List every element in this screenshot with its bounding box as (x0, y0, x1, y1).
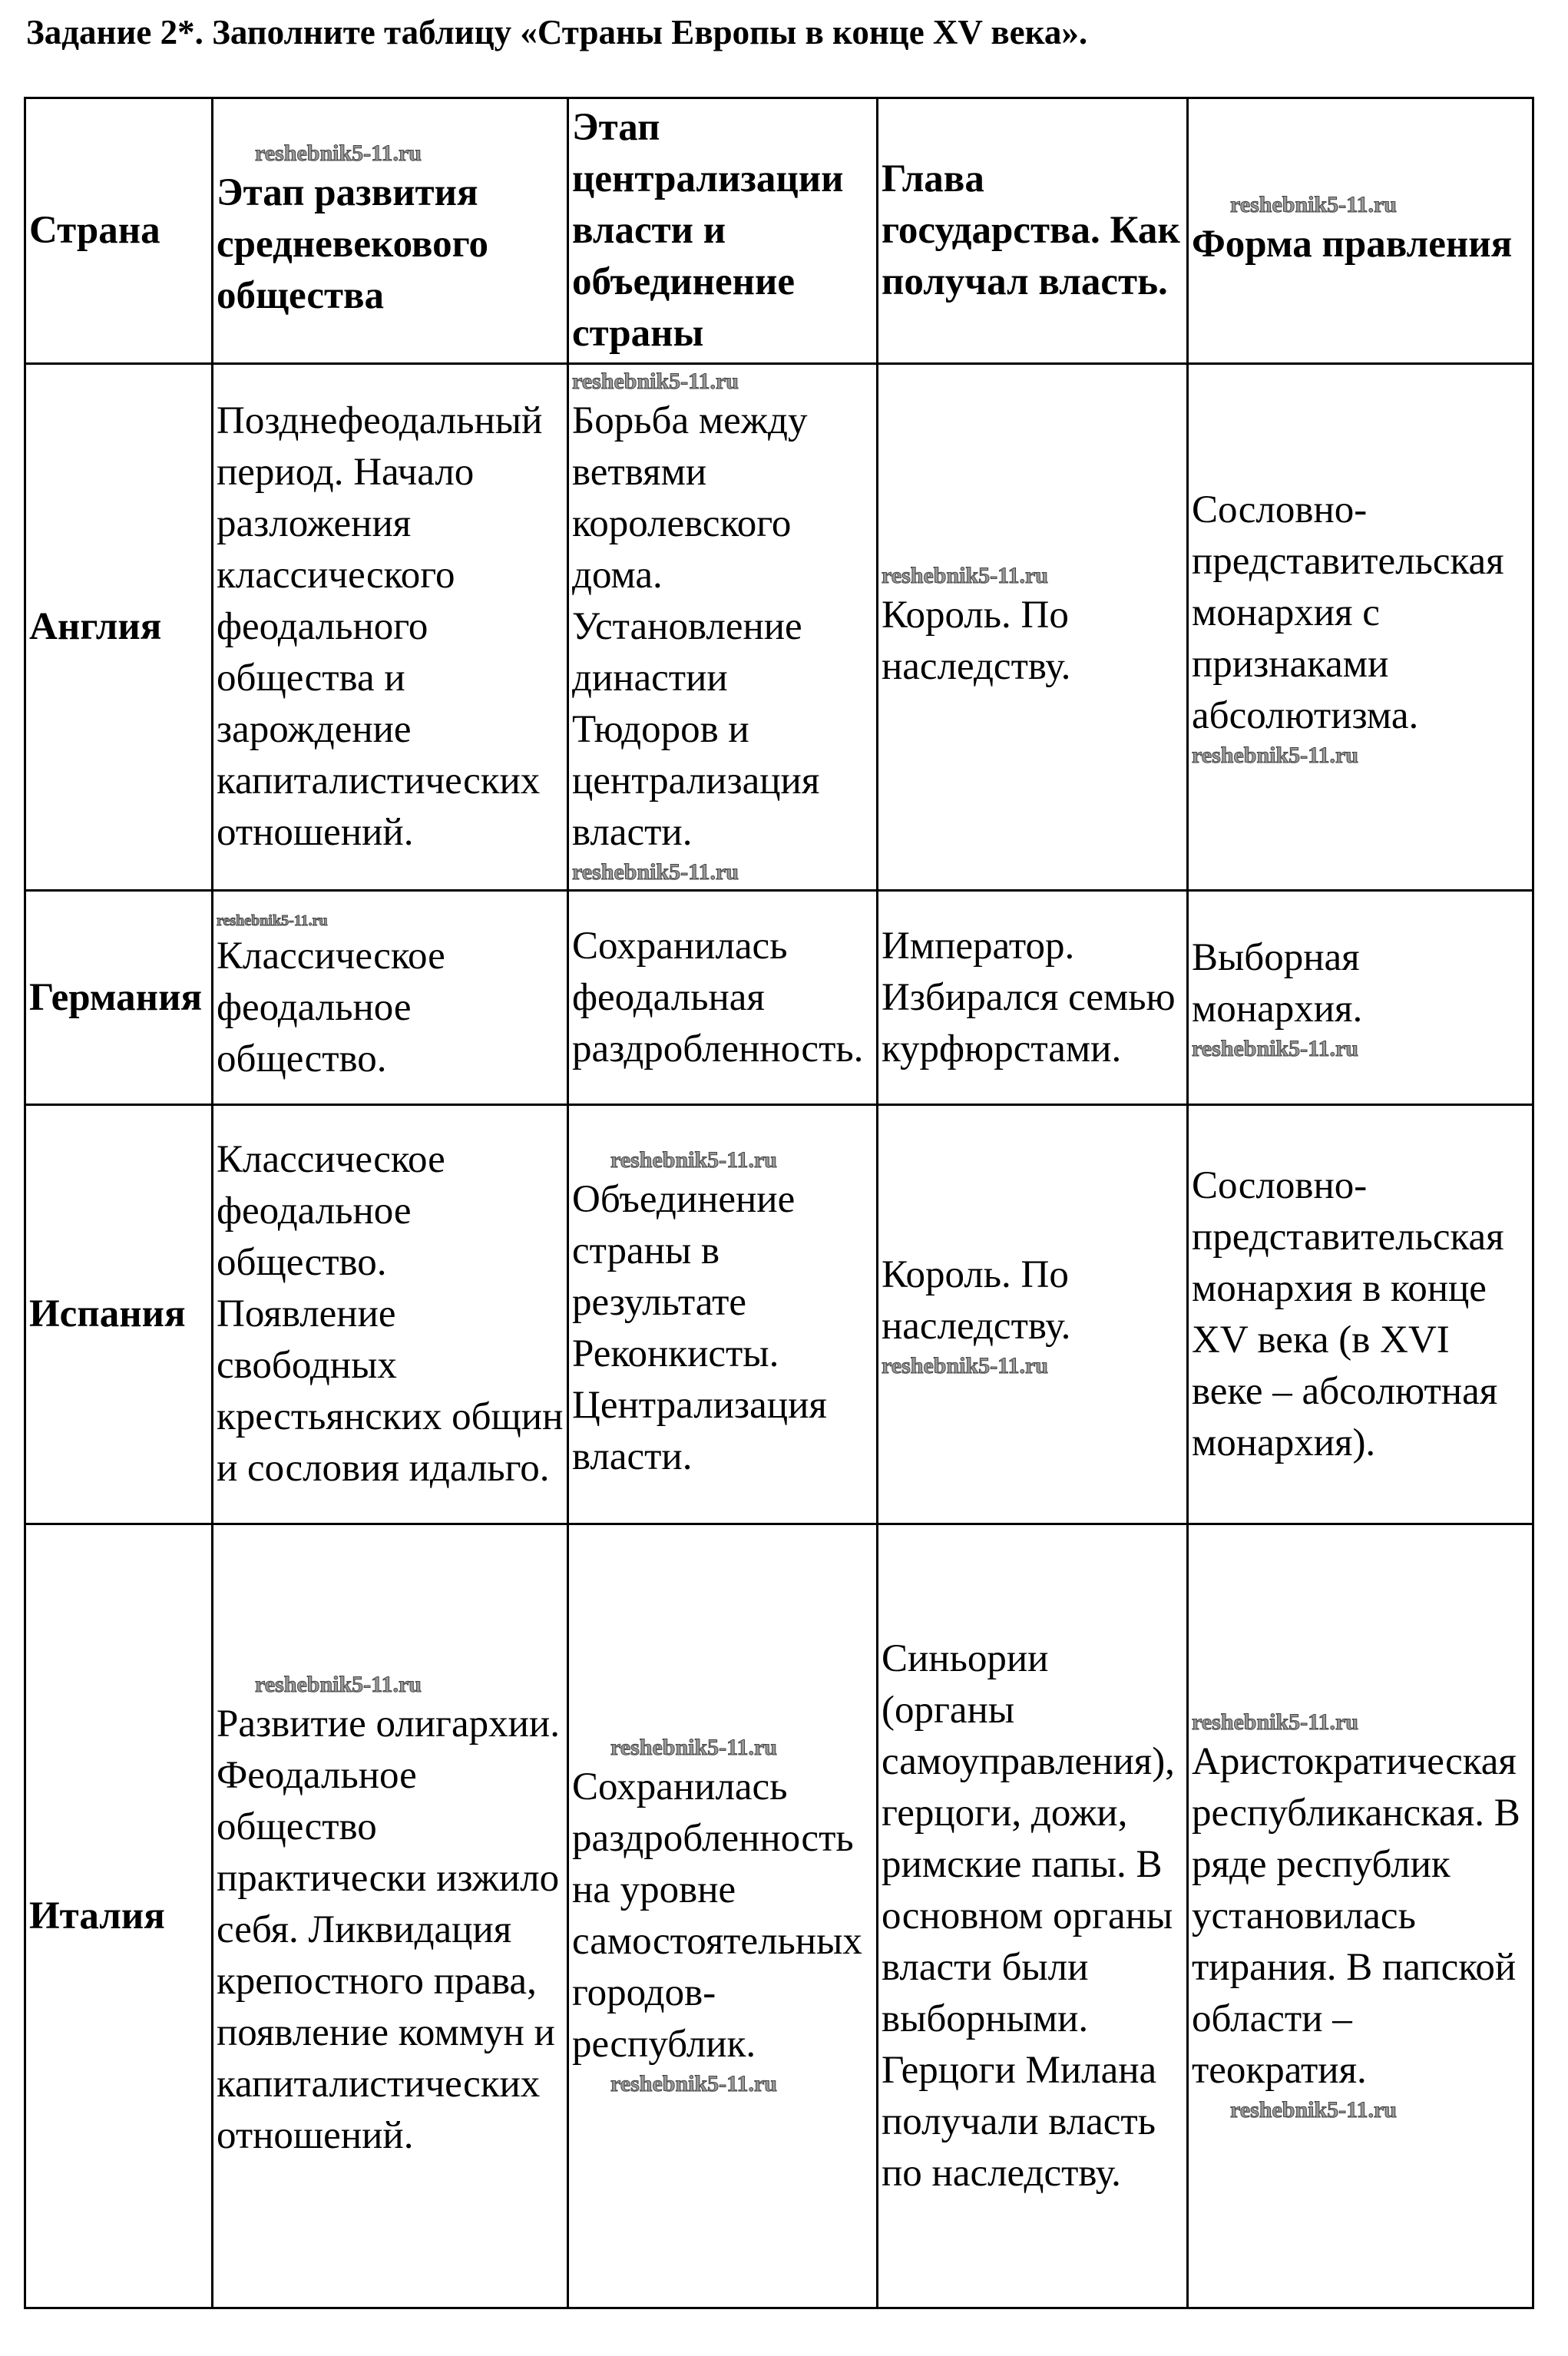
centralization-cell-wrap (568, 364, 878, 891)
header-government-form: Форма правления (1192, 223, 1513, 266)
europe-countries-table (24, 97, 1534, 2309)
centralization-cell: Сохранилась феодальная раздробленность. (568, 891, 878, 1105)
task-title: Задание 2*. Заполните таблицу «Страны Европы в конце XV века». (26, 13, 1088, 51)
header-centralization: Этап централизации власти и объединение страны (568, 98, 878, 364)
table-row (25, 891, 1533, 1105)
centralization-cell: Сохранилась раздробленность на уровне самостоятельных городов-республик. (572, 1765, 862, 2066)
form-cell: Выборная монархия. (1192, 936, 1363, 1031)
country-cell: Германия (25, 891, 213, 1105)
watermark: reshebnik5-11.ru (882, 562, 1048, 588)
watermark: reshebnik5-11.ru (610, 1735, 777, 1760)
watermark: reshebnik5-11.ru (1192, 743, 1358, 768)
centralization-cell: Борьба между ветвями королевского дома. Установление династии Тюдоров и централизация власти. (572, 399, 820, 854)
watermark: reshebnik5-11.ru (255, 1671, 422, 1697)
watermark: reshebnik5-11.ru (572, 369, 739, 394)
watermark: reshebnik5-11.ru (610, 2071, 777, 2096)
head-cell: Король. По наследству. (882, 593, 1071, 688)
centralization-cell-wrap (568, 1105, 878, 1524)
head-cell: Король. По наследству. (882, 1252, 1071, 1348)
watermark: reshebnik5-11.ru (882, 1352, 1048, 1378)
centralization-cell-wrap (568, 1524, 878, 2308)
watermark: reshebnik5-11.ru (1192, 1036, 1358, 1061)
watermark: reshebnik5-11.ru (1192, 1709, 1358, 1735)
watermark: reshebnik5-11.ru (572, 859, 739, 885)
header-stage-cell (213, 98, 568, 364)
form-cell-wrap (1188, 364, 1533, 891)
watermark: reshebnik5-11.ru (255, 141, 422, 166)
country-cell: Испания (25, 1105, 213, 1524)
watermark: reshebnik5-11.ru (1230, 2096, 1397, 2123)
header-stage: Этап развития средневекового общества (217, 171, 488, 317)
head-cell-wrap (878, 1105, 1188, 1524)
stage-cell-wrap (213, 891, 568, 1105)
country-cell: Англия (25, 364, 213, 891)
country-cell: Италия (25, 1524, 213, 2308)
form-cell-wrap (1188, 891, 1533, 1105)
centralization-cell: Объединение страны в результате Реконкисты. Централизация власти. (572, 1177, 827, 1478)
form-cell: Сословно-представительская монархия в конце XV века (в XVI веке – абсолютная монархия). (1188, 1105, 1533, 1524)
watermark: reshebnik5-11.ru (217, 912, 328, 929)
header-head-of-state: Глава государства. Как получал власть. (878, 98, 1188, 364)
stage-cell: Классическое феодальное общество. (217, 934, 445, 1080)
stage-cell: Позднефеодальный период. Начало разложения классического феодального общества и зарождение капиталистических отношений. (213, 364, 568, 891)
head-cell: Император. Избирался семью курфюрстами. (878, 891, 1188, 1105)
table-row (25, 364, 1533, 891)
form-cell-wrap (1188, 1524, 1533, 2308)
table-row (25, 1524, 1533, 2308)
table-row (25, 1105, 1533, 1524)
head-cell: Синьории (органы самоуправления), герцоги, дожи, римские папы. В основном органы власти были выборными. Герцоги Милана получали власть по наследству. (878, 1524, 1188, 2308)
header-country: Страна (25, 98, 213, 364)
header-row (25, 98, 1533, 364)
head-cell-wrap (878, 364, 1188, 891)
header-government-form-cell (1188, 98, 1533, 364)
stage-cell: Развитие олигархии. Феодальное общество практически изжило себя. Ликвидация крепостного права, появление коммун и капиталистических отношений. (217, 1702, 560, 2157)
stage-cell-wrap (213, 1524, 568, 2308)
watermark: reshebnik5-11.ru (1230, 192, 1397, 217)
form-cell: Аристократическая республиканская. В ряде республик установилась тирания. В папской области – теократия. (1192, 1739, 1520, 2092)
stage-cell: Классическое феодальное общество. Появление свободных крестьянских общин и сословия идальго. (213, 1105, 568, 1524)
watermark: reshebnik5-11.ru (610, 1147, 777, 1173)
form-cell: Сословно-представительская монархия с признаками абсолютизма. (1192, 488, 1504, 737)
